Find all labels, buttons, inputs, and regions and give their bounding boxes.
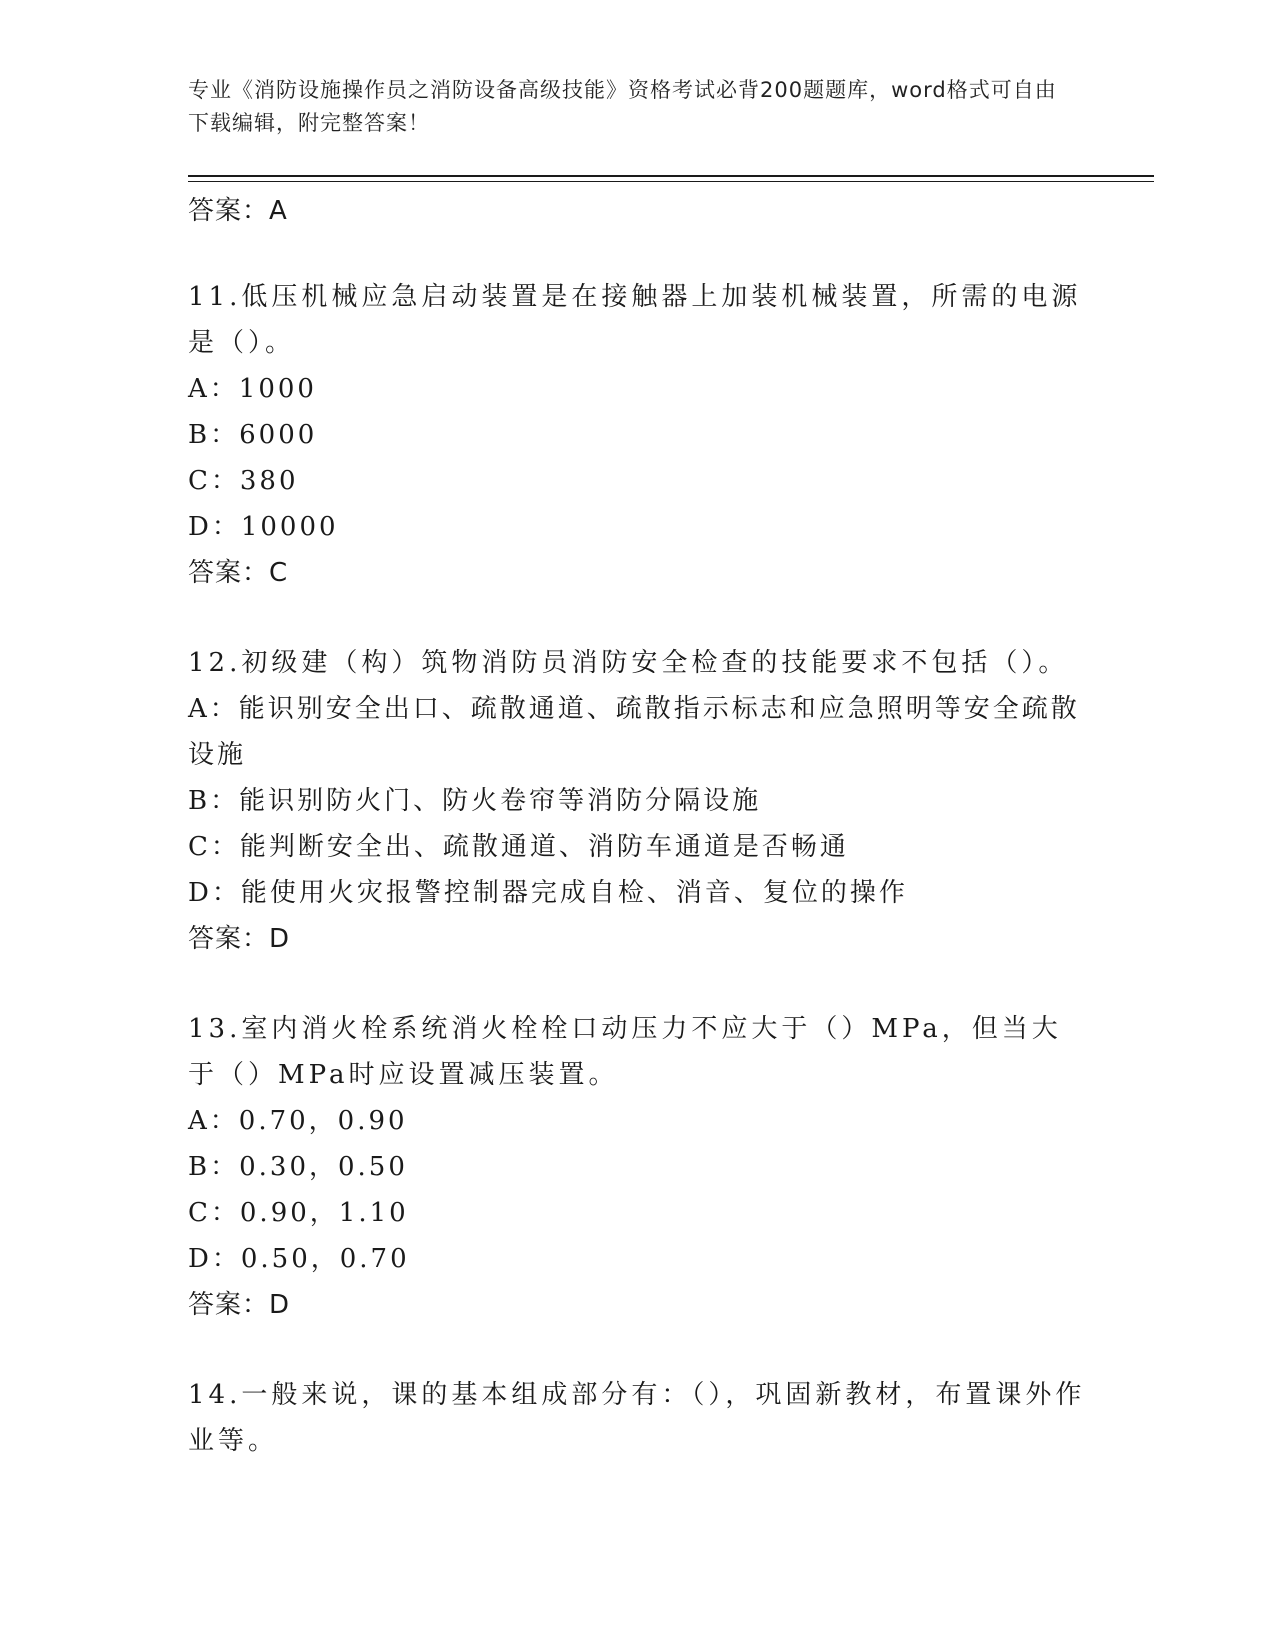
document-header: 专业《消防设施操作员之消防设备高级技能》资格考试必背200题题库，word格式可自由下载编辑，附完整答案！ bbox=[188, 78, 1057, 135]
option-a: A：能识别安全出口、疏散通道、疏散指示标志和应急照明等安全疏散设施 bbox=[188, 694, 1080, 770]
option-a: A：0.70，0.90 bbox=[188, 1106, 408, 1136]
option-d: D：10000 bbox=[188, 512, 339, 542]
option-b: B：能识别防火门、防火卷帘等消防分隔设施 bbox=[188, 786, 762, 816]
option-d: D：0.50，0.70 bbox=[188, 1244, 410, 1274]
question-14 bbox=[188, 1372, 1088, 1464]
option-c: C：380 bbox=[188, 466, 299, 496]
option-d: D：能使用火灾报警控制器完成自检、消音、复位的操作 bbox=[188, 878, 908, 908]
answer: 答案：C bbox=[188, 558, 289, 588]
question-13 bbox=[188, 1006, 1088, 1328]
option-b: B：0.30，0.50 bbox=[188, 1152, 408, 1182]
previous-answer: 答案：A bbox=[188, 196, 288, 226]
question-12 bbox=[188, 640, 1088, 962]
question-text: 14.一般来说，课的基本组成部分有：（），巩固新教材，布置课外作业等。 bbox=[188, 1380, 1086, 1456]
question-text: 13.室内消火栓系统消火栓栓口动压力不应大于（）MPa，但当大于（）MPa时应设置减压装置。 bbox=[188, 1014, 1062, 1090]
question-text: 12.初级建（构）筑物消防员消防安全检查的技能要求不包括（）。 bbox=[188, 648, 1069, 678]
question-list bbox=[188, 188, 1088, 1464]
question-11 bbox=[188, 274, 1088, 596]
option-b: B：6000 bbox=[188, 420, 318, 450]
answer: 答案：D bbox=[188, 924, 291, 954]
header-divider-thick bbox=[188, 175, 1154, 177]
option-a: A：1000 bbox=[188, 374, 317, 404]
option-c: C：能判断安全出、疏散通道、消防车通道是否畅通 bbox=[188, 832, 849, 862]
question-text: 11.低压机械应急启动装置是在接触器上加装机械装置，所需的电源是（）。 bbox=[188, 282, 1082, 358]
header-divider-thin bbox=[188, 181, 1154, 182]
option-c: C：0.90，1.10 bbox=[188, 1198, 409, 1228]
answer: 答案：D bbox=[188, 1290, 291, 1320]
